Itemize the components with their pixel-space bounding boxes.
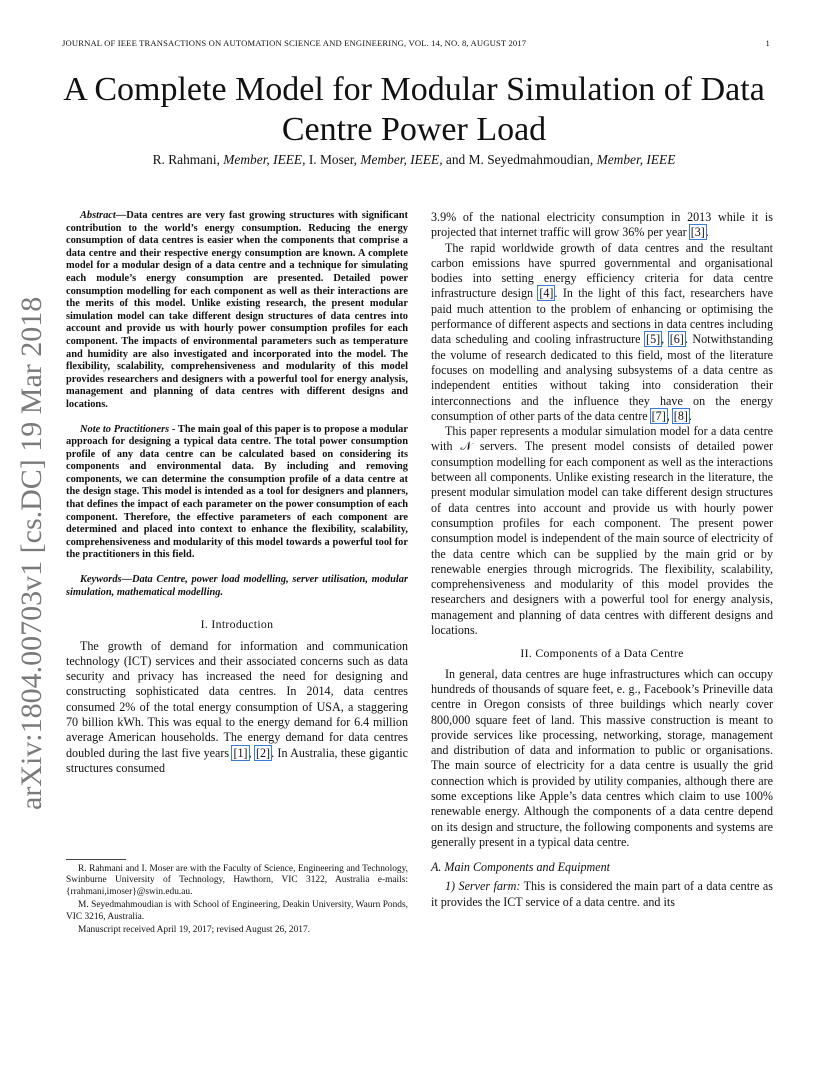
author-2: I. Moser, bbox=[308, 152, 358, 167]
ref-6[interactable]: [6] bbox=[669, 332, 684, 347]
growth-text-b: . In the light of this fact, researchers have paid much attention to the problem of enhancing or optimising the performance of different aspects and sections in data centres including data scheduling and cooling infrastructure bbox=[431, 286, 773, 347]
paragraph-server-farm bbox=[431, 879, 773, 910]
server-farm-text: This is considered the main part of a data centre as it provides the ICT service of a data centre. and its bbox=[431, 879, 773, 909]
footnote-divider bbox=[66, 859, 126, 860]
ref-3[interactable]: [3] bbox=[690, 225, 705, 240]
author-2-role: Member, IEEE, bbox=[360, 152, 443, 167]
growth-text-c: . Notwithstanding the volume of research dedicated to this field, most of the literature focuses on modelling and analysing subsystems of a data centre as independent entities without taking into consideration their interconnections and the influence they have on the energy consumption of other parts of the data centre bbox=[431, 332, 774, 423]
ref-7[interactable]: [7] bbox=[651, 408, 666, 423]
note-label: Note to Practitioners bbox=[80, 423, 170, 435]
intro-text: The growth of demand for information and communication technology (ICT) services and their associated concerns such as data security and privacy has increased the need for designing and constructing sophisticated data centres. In 2014, data centres consumed 2% of the total energy consumption of USA, a staggering 70 billion kWh. This was equal to the energy demand for 6.4 million average American households. The energy demand for data centres doubled during the last five years bbox=[66, 638, 408, 760]
abstract-label: Abstract bbox=[80, 210, 116, 221]
abstract bbox=[66, 210, 408, 412]
arxiv-watermark: arXiv:1804.00703v1 [cs.DC] 19 Mar 2018 bbox=[15, 296, 48, 810]
section-heading-components: II. Components of a Data Centre bbox=[520, 646, 684, 661]
ref-8[interactable]: [8] bbox=[673, 408, 688, 423]
continued-text: 3.9% of the national electricity consumption in 2013 while it is projected that internet traffic will grow 36% per year bbox=[431, 210, 773, 240]
author-3: and M. Seyedmahmoudian, bbox=[445, 152, 594, 167]
author-3-role: Member, IEEE bbox=[596, 152, 676, 167]
paragraph-growth: The rapid worldwide growth of data centres and the resultant carbon emissions have spurred governmental and organisational bodies into setting energy efficiency criteria for data centre infrastructure design [4]. In the light of this fact, researchers have paid much attention to the problem of enhancing or optimising the performance of different aspects and sections in data centres including data scheduling and cooling infrastructure [5], [6]. Notwithstanding the volume of research dedicated to this field, most of the literature focuses on modelling and analysing subsystems of a data centre as independent entities without taking into consideration their interconnections and the influence they have on the energy consumption of other parts of the data centre [7], [8]. bbox=[431, 240, 774, 423]
footnote-affiliation-1: R. Rahmani and I. Moser are with the Faculty of Science, Engineering and Technology, Swinburne University of Technology, Hawthorn, VIC 3122, Australia e-mails: {rrahmani,imoser}@swin.edu.au. bbox=[66, 864, 408, 897]
citation-link[interactable] bbox=[669, 332, 685, 346]
author-line bbox=[40, 152, 788, 168]
citation-link[interactable] bbox=[673, 409, 689, 423]
paragraph-components: In general, data centres are huge infrastructures which can occupy hundreds of thousands of square feet, e. g., Facebook’s Prineville data centre in Oregon consists of three buildings which nearly cover 800,000 square feet of land. This massive construction is meant to provide services like processing, networking, storage, management and distribution of data and information to public or organisations. The main source of electricity for a data centre is usually the grid connection which is provided by utility companies, although there are some exceptions like Apple’s data centres which claim to use 100% renewable energy. Although the components of a data centre depend on its design and structure, the following components and systems are generally present in a typical data centre. bbox=[431, 666, 773, 849]
footnotes bbox=[66, 859, 408, 938]
citation-link[interactable] bbox=[538, 286, 554, 300]
abstract-text: —Data centres are very fast growing structures with significant contribution to the world’s energy consumption. Reducing the energy consumption of data centres is easier when the components that comprise a data centre and their respective energy consumption are known. A complete model for a modular design of a data centre and a technique for simulating each module’s energy consumption are presented. Detailed power consumption modelling for each component as well as their interactions are the merits of this model. Unlike existing research, the present modular simulation model can take different design structures of data centres into account and provide us with hourly power consumption profiles for each component. The impacts of environmental parameters such as temperature and humidity are also investigated and incorporated into the model. The flexibility, scalability, comprehensiveness and modularity of this model provides researchers and designers with a powerful tool for energy analysis, management and planning of data centres with different designs and locations. bbox=[66, 210, 408, 410]
subsection-heading: A. Main Components and Equipment bbox=[431, 860, 611, 875]
ref-1[interactable]: [1] bbox=[233, 745, 248, 760]
ref-5[interactable]: [5] bbox=[646, 332, 661, 347]
server-farm-label: 1) Server farm: bbox=[445, 879, 521, 894]
ref-2[interactable]: [2] bbox=[255, 745, 271, 760]
growth-text-a: The rapid worldwide growth of data centres and the resultant carbon emissions have spurred governmental and organisational bodies into setting energy efficiency criteria for data centre infrastructure design bbox=[431, 240, 773, 301]
page-number: 1 bbox=[765, 38, 770, 48]
running-header bbox=[62, 38, 770, 48]
citation-link[interactable] bbox=[690, 225, 706, 239]
note-text: - The main goal of this paper is to propose a modular approach for designing a typical data centre. The total power consumption profile of any data centre can be calculated based on considering its components and environmental data. By including and removing components, we can determine the consumption profile of a data centre at the design stage. This model is intended as a tool for designers and planners, that defines the impact of each parameter on the power consumption of each component. Therefore, the effective parameters of each component are determined and placed into context to enhance the flexibility, scalability, comprehensiveness and modularity of this model towards a powerful tool for the practitioners in this field. bbox=[66, 423, 408, 561]
left-column bbox=[66, 210, 408, 776]
paragraph-model: This paper represents a modular simulation model for a data centre with 𝒩 servers. The present model consists of detailed power consumption modelling for each component as well as the interactions between all components. Unlike existing research in the literature, the present modular simulation model can take different design structures of data centres into account and provide us with hourly power consumption profiles for each component. The present power consumption model is independent of the main source of electricity of the data centre which can be supplied by the main grid or by renewable energies through microgrids. The flexibility, scalability, comprehensiveness and modularity of this model provides the researchers and designers with a powerful tool for energy analysis, management and planning of data centres with different designs and locations. bbox=[431, 424, 773, 638]
note-to-practitioners bbox=[66, 424, 408, 563]
continued-paragraph: 3.9% of the national electricity consumption in 2013 while it is projected that internet traffic will grow 36% per year [3]. bbox=[431, 210, 773, 240]
journal-line: JOURNAL OF IEEE TRANSACTIONS ON AUTOMATION SCIENCE AND ENGINEERING, VOL. 14, NO. 8, AUGUST 2017 bbox=[62, 38, 527, 48]
citation-link[interactable] bbox=[232, 746, 248, 760]
citation-link[interactable] bbox=[645, 332, 661, 346]
right-column bbox=[431, 210, 773, 910]
author-1-role: Member, IEEE, bbox=[223, 152, 306, 167]
paper-title: A Complete Model for Modular Simulation of Data Centre Power Load bbox=[63, 71, 765, 148]
footnote-manuscript: Manuscript received April 19, 2017; revised August 26, 2017. bbox=[78, 925, 310, 936]
citation-link[interactable] bbox=[255, 746, 271, 760]
citation-link[interactable] bbox=[651, 409, 667, 423]
intro-paragraph: The growth of demand for information and communication technology (ICT) services and their associated concerns such as data security and privacy has increased the need for designing and constructing sophisticated data centres. In 2014, data centres consumed 2% of the total energy consumption of USA, a staggering 70 billion kWh. This was equal to the energy demand for 6.4 million average American households. The energy demand for data centres doubled during the last five years [1], [2]. In Australia, these gigantic structures consumed bbox=[66, 638, 409, 775]
author-1: R. Rahmani, bbox=[152, 152, 220, 167]
ref-4[interactable]: [4] bbox=[539, 286, 554, 301]
footnote-affiliation-2: M. Seyedmahmoudian is with School of Engineering, Deakin University, Waurn Ponds, VIC 3216, Australia. bbox=[66, 900, 408, 922]
keywords: Keywords—Data Centre, power load modelling, server utilisation, modular simulation, mathematical modelling. bbox=[66, 574, 408, 598]
section-heading-introduction: I. Introduction bbox=[200, 617, 274, 632]
intro-text-tail: . In Australia, these gigantic structures consumed bbox=[66, 745, 409, 775]
